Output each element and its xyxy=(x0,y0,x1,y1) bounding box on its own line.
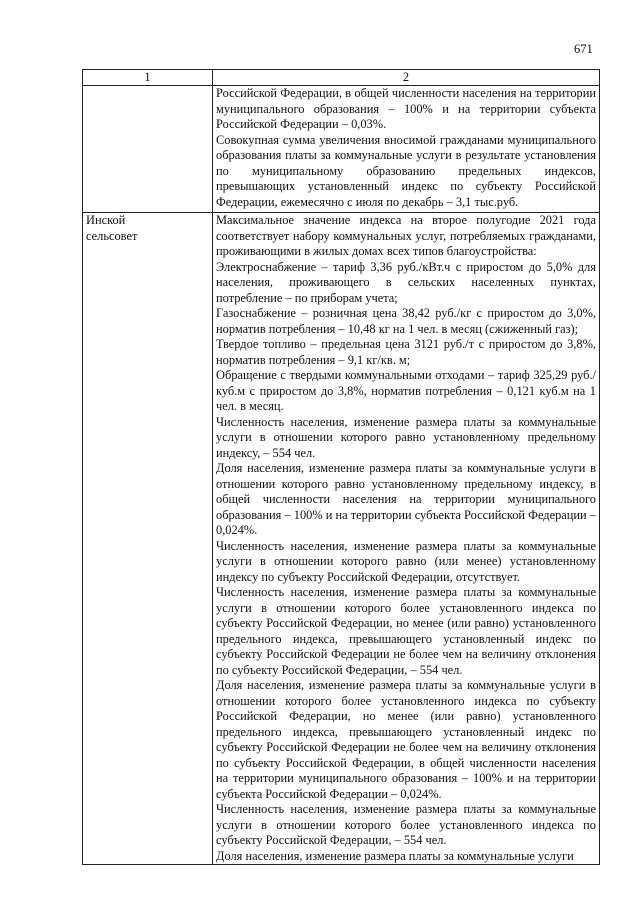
paragraph: Численность населения, изменение размера платы за коммунальные услуги в отношении которого равно установленному предельному индексу, – 554 чел. xyxy=(216,414,596,460)
table-row-inskoy xyxy=(83,213,600,865)
table-row-continuation xyxy=(83,86,600,213)
paragraph: Совокупная сумма увеличения вносимой гражданами муниципального образования платы за коммунальные услуги в результате установления по муниципальному образованию предельных индексов, превышающих установленный индекс по субъекту Российской Федерации, ежемесячно с июля по декабрь – 3,1 тыс.руб. xyxy=(216,132,596,209)
paragraph: Доля населения, изменение размера платы за коммунальные услуги xyxy=(216,848,574,863)
municipality-cell-empty xyxy=(83,86,213,213)
paragraph: Доля населения, изменение размера платы за коммунальные услуги в отношении которого равно установленному предельному индексу, в общей численности населения на территории муниципального образования – 100% и на территории субъекта Российской Федерации – 0,024%. xyxy=(216,461,596,537)
paragraph: Твердое топливо – предельная цена 3121 руб./т с приростом до 3,8%, норматив потребления – 9,1 кг/кв. м; xyxy=(216,337,596,367)
column-header-1: 1 xyxy=(83,70,213,86)
municipality-name-line: сельсовет xyxy=(86,228,138,243)
description-cell xyxy=(213,213,600,865)
column-header-2: 2 xyxy=(213,70,600,86)
paragraph: Численность населения, изменение размера платы за коммунальные услуги в отношении которого равно (или менее) установленному индексу по субъекту Российской Федерации, отсутствует. xyxy=(216,538,596,584)
municipality-name-line: Инской xyxy=(86,213,126,227)
paragraph: Обращение с твердыми коммунальными отходами – тариф 325,29 руб./куб.м с приростом до 3,8%, норматив потребления – 0,121 куб.м на 1 чел. в месяц. xyxy=(216,368,596,413)
paragraph: Электроснабжение – тариф 3,36 руб./кВт.ч с приростом до 5,0% для населения, проживающего в сельских населенных пунктах, потребление – по приборам учета; xyxy=(216,259,596,305)
description-cell xyxy=(213,86,600,213)
paragraph: Максимальное значение индекса на второе полугодие 2021 года соответствует набору коммунальных услуг, потребляемых гражданами, проживающими в жилых домах всех типов благоустройства: xyxy=(216,213,596,258)
document-table xyxy=(82,69,600,865)
municipality-cell xyxy=(83,213,213,865)
paragraph: Газоснабжение – розничная цена 38,42 руб./кг с приростом до 3,0%, норматив потребления – 10,48 кг на 1 чел. в месяц (сжиженный газ); xyxy=(216,306,596,336)
page-number: 671 xyxy=(574,42,593,56)
paragraph: Доля населения, изменение размера платы за коммунальные услуги в отношении которого более установленного индекса по субъекту Российской Федерации, но менее (или равно) установленного предельного индекса, превышающего установленный индекс по субъекту Российской Федерации не более чем на величину отклонения по субъекту Российской Федерации, в общей численности населения на территории муниципального образования – 100% и на территории субъекта Российской Федерации – 0,024%. xyxy=(216,678,596,801)
paragraph: Численность населения, изменение размера платы за коммунальные услуги в отношении которого более установленного индекса по субъекту Российской Федерации, – 554 чел. xyxy=(216,802,596,847)
table-header-row xyxy=(83,70,600,86)
paragraph: Численность населения, изменение размера платы за коммунальные услуги в отношении которого более установленного индекса по субъекту Российской Федерации, но менее (или равно) установленного предельного индекса, превышающего установленный индекс по субъекту Российской Федерации не более чем на величину отклонения по субъекту Российской Федерации, – 554 чел. xyxy=(216,585,596,677)
paragraph: Российской Федерации, в общей численности населения на территории муниципального образования – 100% и на территории субъекта Российской Федерации – 0,03%. xyxy=(216,86,596,131)
